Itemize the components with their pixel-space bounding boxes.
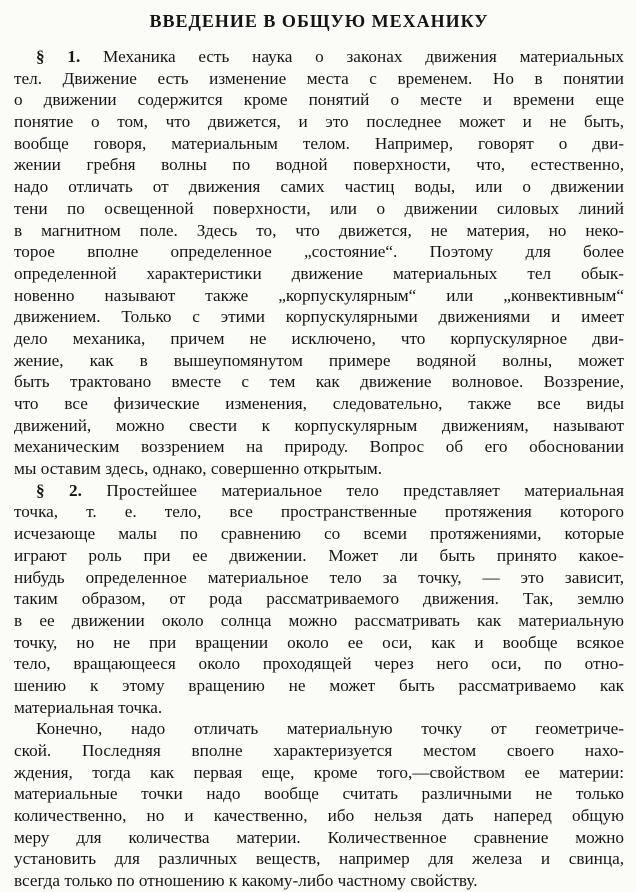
text-line <box>14 111 624 133</box>
line-text: Механика есть наука о законах движения материальных <box>80 47 624 66</box>
line-text: Простейшее материальное тело представляет материальная <box>81 480 624 500</box>
line-text: дело механика, причем не исключено, что корпускулярное дви- <box>14 328 624 348</box>
line-text: таким образом, от рода рассматриваемого движения. Так, землю <box>14 589 624 609</box>
text-line <box>14 198 624 220</box>
paragraph <box>14 718 624 892</box>
text-line <box>14 588 624 610</box>
text-line <box>14 263 624 285</box>
text-line <box>14 523 624 545</box>
text-line <box>14 545 624 567</box>
text-line <box>14 350 624 372</box>
line-text: новенно называют также „корпускулярным“ или „конвективным“ <box>14 285 624 305</box>
line-text: надо отличать от движения самих частиц воды, или о движении <box>14 177 624 197</box>
line-text: в ее движении около солнца можно рассматривать как материальную <box>14 610 624 630</box>
text-line <box>14 220 624 242</box>
text-line <box>14 740 624 762</box>
text-line <box>14 762 624 784</box>
line-text: нибудь определенное материальное тело за точку, — это зависит, <box>14 567 624 587</box>
line-text: определенной характеристики движение материальных тел обык- <box>14 263 624 283</box>
line-text: меру для количества материи. Количественное сравнение можно <box>14 827 624 847</box>
line-text: тел. Движение есть изменение места с временем. Но в понятии <box>14 68 624 88</box>
line-text: механическим воззрением на природу. Вопрос об его обосновании <box>14 437 624 457</box>
line-text: играют роль при ее движении. Может ли быть принято какое- <box>14 545 624 565</box>
text-line <box>14 68 624 90</box>
line-text: тело, вращающееся около проходящей через него оси, по отно- <box>14 654 624 674</box>
text-line <box>14 436 624 458</box>
paragraph <box>14 46 624 480</box>
line-text: понятие о том, что движется, и это последнее может и не быть, <box>14 112 624 132</box>
paragraph <box>14 480 624 719</box>
text-line <box>14 501 624 523</box>
text-line <box>14 154 624 176</box>
line-text: быть трактовано вместе с тем как движение волновое. Воззрение, <box>14 372 624 392</box>
text-line <box>14 458 624 480</box>
text-line <box>14 241 624 263</box>
section-number: § 1. <box>36 47 81 66</box>
line-text: точка, т. е. тело, все пространственные протяжения которого <box>14 502 624 522</box>
text-line <box>14 176 624 198</box>
line-text: вообще говоря, материальным телом. Например, говорят о дви- <box>14 133 624 153</box>
section-number: § 2. <box>36 480 82 500</box>
text-line <box>14 285 624 307</box>
line-text: шению к этому вращению не может быть рассматриваемо как <box>14 675 624 695</box>
text-line <box>14 46 624 68</box>
page-title: ВВЕДЕНИЕ В ОБЩУЮ МЕХАНИКУ <box>149 11 489 31</box>
text-line <box>14 718 624 740</box>
line-text: установить для различных веществ, например для железа и свинца, <box>14 849 624 869</box>
text-line <box>14 133 624 155</box>
line-text: в магнитном поле. Здесь то, что движется, не материя, но неко- <box>14 220 624 240</box>
text-line <box>14 567 624 589</box>
text-line <box>14 805 624 827</box>
line-text: материальная точка. <box>14 697 163 717</box>
line-text: мы оставим здесь, однако, совершенно открытым. <box>14 459 383 479</box>
text-line <box>14 393 624 415</box>
text-line <box>14 328 624 350</box>
line-text: торое вполне определенное „состояние“. Поэтому для более <box>14 242 624 262</box>
line-text: исчезающе малы по сравнению со всеми протяжениями, которые <box>14 524 624 544</box>
line-text: всегда только по отношению к какому-либо частному свойству. <box>14 871 478 891</box>
line-text: движений, можно свести к корпускулярным движениям, называют <box>14 415 624 435</box>
text-line <box>14 480 624 502</box>
text-line <box>14 870 624 892</box>
text-line <box>14 415 624 437</box>
line-text: жении гребня волны по водной поверхности, что, естественно, <box>14 155 624 175</box>
line-text: Конечно, надо отличать материальную точку от геометриче- <box>36 719 624 739</box>
body-text <box>14 46 624 892</box>
line-text: тени по освещенной поверхности, или о движении силовых линий <box>14 198 624 218</box>
text-line <box>14 653 624 675</box>
text-line <box>14 632 624 654</box>
text-line <box>14 827 624 849</box>
line-text: о движении содержится кроме понятий о месте и времени еще <box>14 90 624 110</box>
line-text: ской. Последняя вполне характеризуется местом своего нахо- <box>14 741 624 760</box>
text-line <box>14 848 624 870</box>
text-line <box>14 675 624 697</box>
line-text: ждения, тогда как первая еще, кроме того,—свойством ее материи: <box>14 762 624 782</box>
text-line <box>14 783 624 805</box>
text-line <box>14 697 624 719</box>
text-line <box>14 371 624 393</box>
text-line <box>14 306 624 328</box>
line-text: материальные точки надо вообще считать различными не только <box>14 784 624 804</box>
line-text: жение, как в вышеупомянутом примере водяной волны, может <box>14 350 624 370</box>
line-text: движением. Только с этими корпускулярными движениями и имеет <box>14 307 624 327</box>
line-text: что все физические изменения, следовательно, также все виды <box>14 394 624 413</box>
text-line <box>14 610 624 632</box>
line-text: точку, но не при вращении около ее оси, как и вообще всякое <box>14 632 624 652</box>
line-text: количественно, но и качественно, ибо нельзя дать наперед общую <box>14 806 624 826</box>
text-line <box>14 89 624 111</box>
